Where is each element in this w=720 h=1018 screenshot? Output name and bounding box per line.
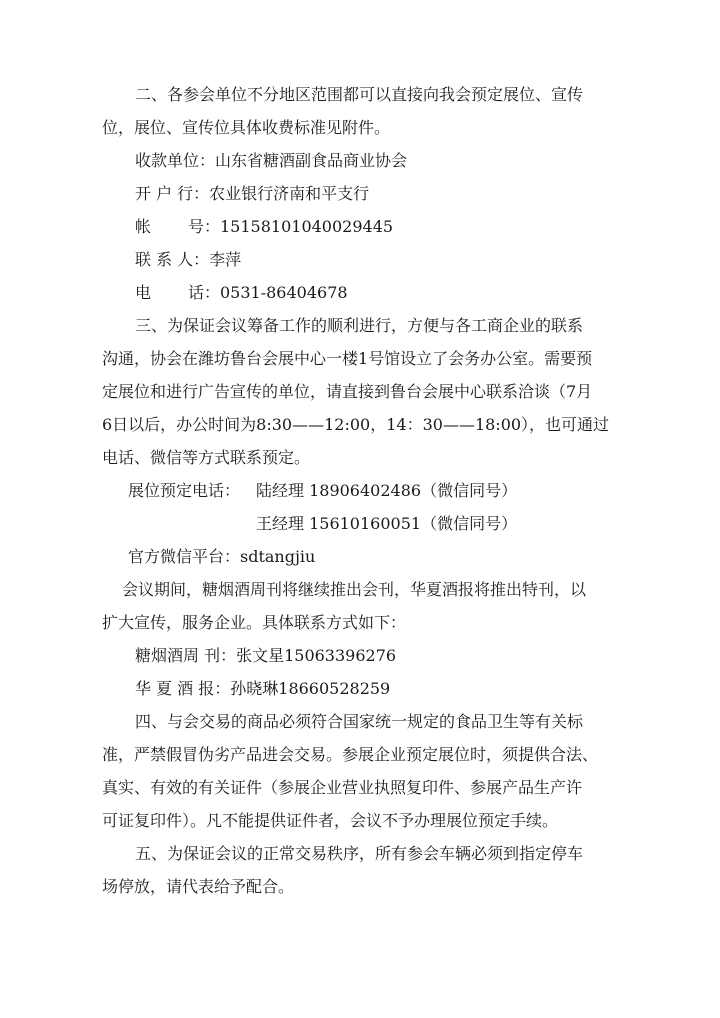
account-number-line: 号：15158101040029445 [188,217,394,236]
booking-lu: 陆经理 18906402486（微信同号） [256,481,518,500]
section-2-line-2: 位，展位、宣传位具体收费标准见附件。 [102,118,391,137]
booking-label: 展位预定电话： [128,481,241,500]
press-line-2: 扩大宣传，服务企业。具体联系方式如下： [102,613,407,632]
section-3-line-2: 沟通，协会在潍坊鲁台会展中心一楼1号馆设立了会务办公室。需要预 [102,349,593,368]
section-3-line-5: 电话、微信等方式联系预定。 [102,448,311,467]
press-line-1: 会议期间，糖烟酒周刊将继续推出会刊，华夏酒报将推出特刊，以 [122,580,587,599]
section-3-line-1: 三、为保证会议筹备工作的顺利进行，方便与各工商企业的联系 [135,316,584,335]
payee-line: 收款单位：山东省糖酒副食品商业协会 [135,151,408,170]
section-4-line-1: 四、与会交易的商品必须符合国家统一规定的食品卫生等有关标 [135,712,584,731]
weekly-contact: 糖烟酒周 刊：张文星15063396276 [135,646,397,665]
bank-line: 开 户 行：农业银行济南和平支行 [135,184,370,203]
section-3-line-3: 定展位和进行广告宣传的单位，请直接到鲁台会展中心联系洽谈（7月 [102,382,593,401]
phone-label: 电 [135,283,152,302]
wechat-line: 官方微信平台：sdtangjiu [128,547,316,566]
section-4-line-2: 准，严禁假冒伪劣产品进会交易。参展企业预定展位时，须提供合法、 [102,745,599,764]
account-label: 帐 [135,217,152,236]
section-5-line-1: 五、为保证会议的正常交易秩序，所有参会车辆必须到指定停车 [135,844,584,863]
section-4-line-3: 真实、有效的有关证件（参展企业营业执照复印件、参展产品生产许 [102,778,583,797]
section-3-line-4: 6日以后，办公时间为8:30——12:00，14：30——18:00），也可通过 [102,415,610,434]
section-5-line-2: 场停放，请代表给予配合。 [102,877,295,896]
booking-wang: 王经理 15610160051（微信同号） [256,514,518,533]
huaxia-contact: 华 夏 酒 报：孙晓琳18660528259 [135,679,391,698]
section-4-line-4: 可证复印件）。凡不能提供证件者，会议不予办理展位预定手续。 [102,811,559,830]
phone-line: 话：0531-86404678 [188,283,348,302]
section-2-line-1: 二、各参会单位不分地区范围都可以直接向我会预定展位、宣传 [135,85,584,104]
contact-line: 联 系 人：李萍 [135,250,242,269]
